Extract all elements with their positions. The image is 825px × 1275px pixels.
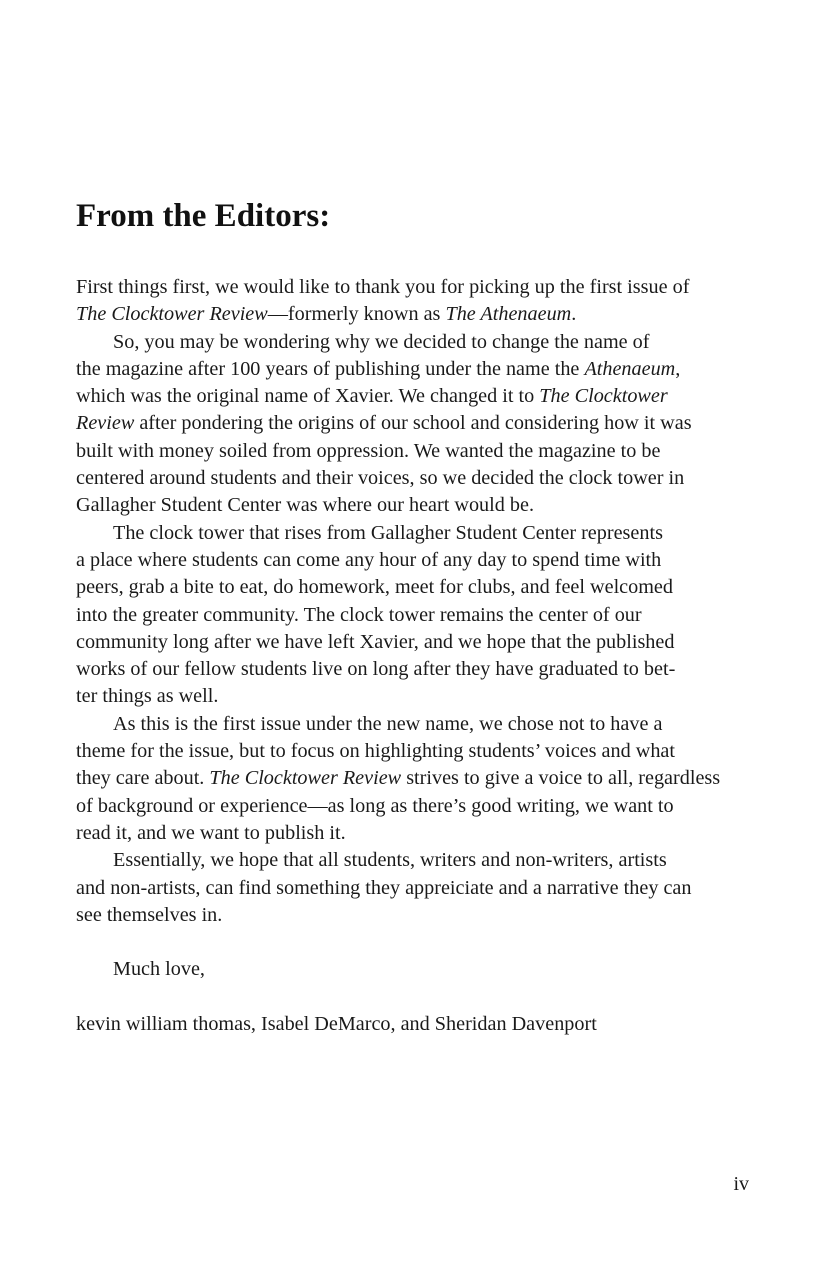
magazine-title: The Clocktower Review — [76, 303, 268, 326]
signatories: kevin william thomas, Isabel DeMarco, and Sheridan Davenport — [76, 1013, 597, 1036]
former-magazine-title: The Athenaeum — [445, 303, 572, 326]
text-line: ter things as well. — [76, 685, 219, 708]
text-line: of background or experience—as long as there’s good writing, we want to — [76, 794, 674, 817]
spacer — [76, 984, 749, 1011]
text-line: Essentially, we hope that all students, writers and non-writers, artists — [113, 849, 667, 872]
closing: Much love, — [113, 958, 205, 981]
text-line: which was the original name of Xavier. We changed it to The Clocktower — [76, 385, 668, 408]
text-line: Review after pondering the origins of our school and considering how it was — [76, 412, 692, 435]
text-line: works of our fellow students live on long after they have graduated to bet- — [76, 658, 676, 681]
magazine-title: The Clocktower Review — [209, 767, 402, 790]
editors-letter — [76, 274, 749, 1038]
text-line: peers, grab a bite to eat, do homework, meet for clubs, and feel welcomed — [76, 576, 673, 599]
text-line: a place where students can come any hour of any day to spend time with — [76, 548, 662, 571]
text-line: centered around students and their voices, so we decided the clock tower in — [76, 467, 685, 490]
text-line: and non-artists, can find something they appreiciate and a narrative they can — [76, 876, 692, 899]
text-line: As this is the first issue under the new name, we chose not to have a — [113, 712, 663, 735]
page-number: iv — [733, 1173, 749, 1195]
former-magazine-title: Athenaeum — [584, 357, 676, 380]
text-line: community long after we have left Xavier, and we hope that the published — [76, 630, 675, 653]
text-line: the magazine after 100 years of publishing under the name the Athenaeum, — [76, 357, 681, 380]
text-line: So, you may be wondering why we decided to change the name of — [113, 330, 650, 353]
spacer — [76, 929, 749, 956]
text-line: The Clocktower Review—formerly known as The Athenaeum. — [76, 303, 577, 326]
text-line: theme for the issue, but to focus on highlighting students’ voices and what — [76, 740, 675, 763]
text-line: First things first, we would like to thank you for picking up the first issue of — [76, 276, 690, 298]
text-line: into the greater community. The clock tower remains the center of our — [76, 603, 642, 626]
text-line: they care about. The Clocktower Review strives to give a voice to all, regardless — [76, 767, 721, 790]
text-line: built with money soiled from oppression. We wanted the magazine to be — [76, 439, 661, 462]
magazine-title: The Clocktower — [539, 385, 668, 408]
text-line: read it, and we want to publish it. — [76, 821, 346, 844]
text-line: The clock tower that rises from Gallagher Student Center represents — [113, 521, 663, 544]
magazine-title: Review — [76, 412, 135, 435]
text-line: see themselves in. — [76, 903, 223, 926]
page-title: From the Editors: — [76, 198, 331, 234]
text-line: Gallagher Student Center was where our heart would be. — [76, 494, 534, 517]
